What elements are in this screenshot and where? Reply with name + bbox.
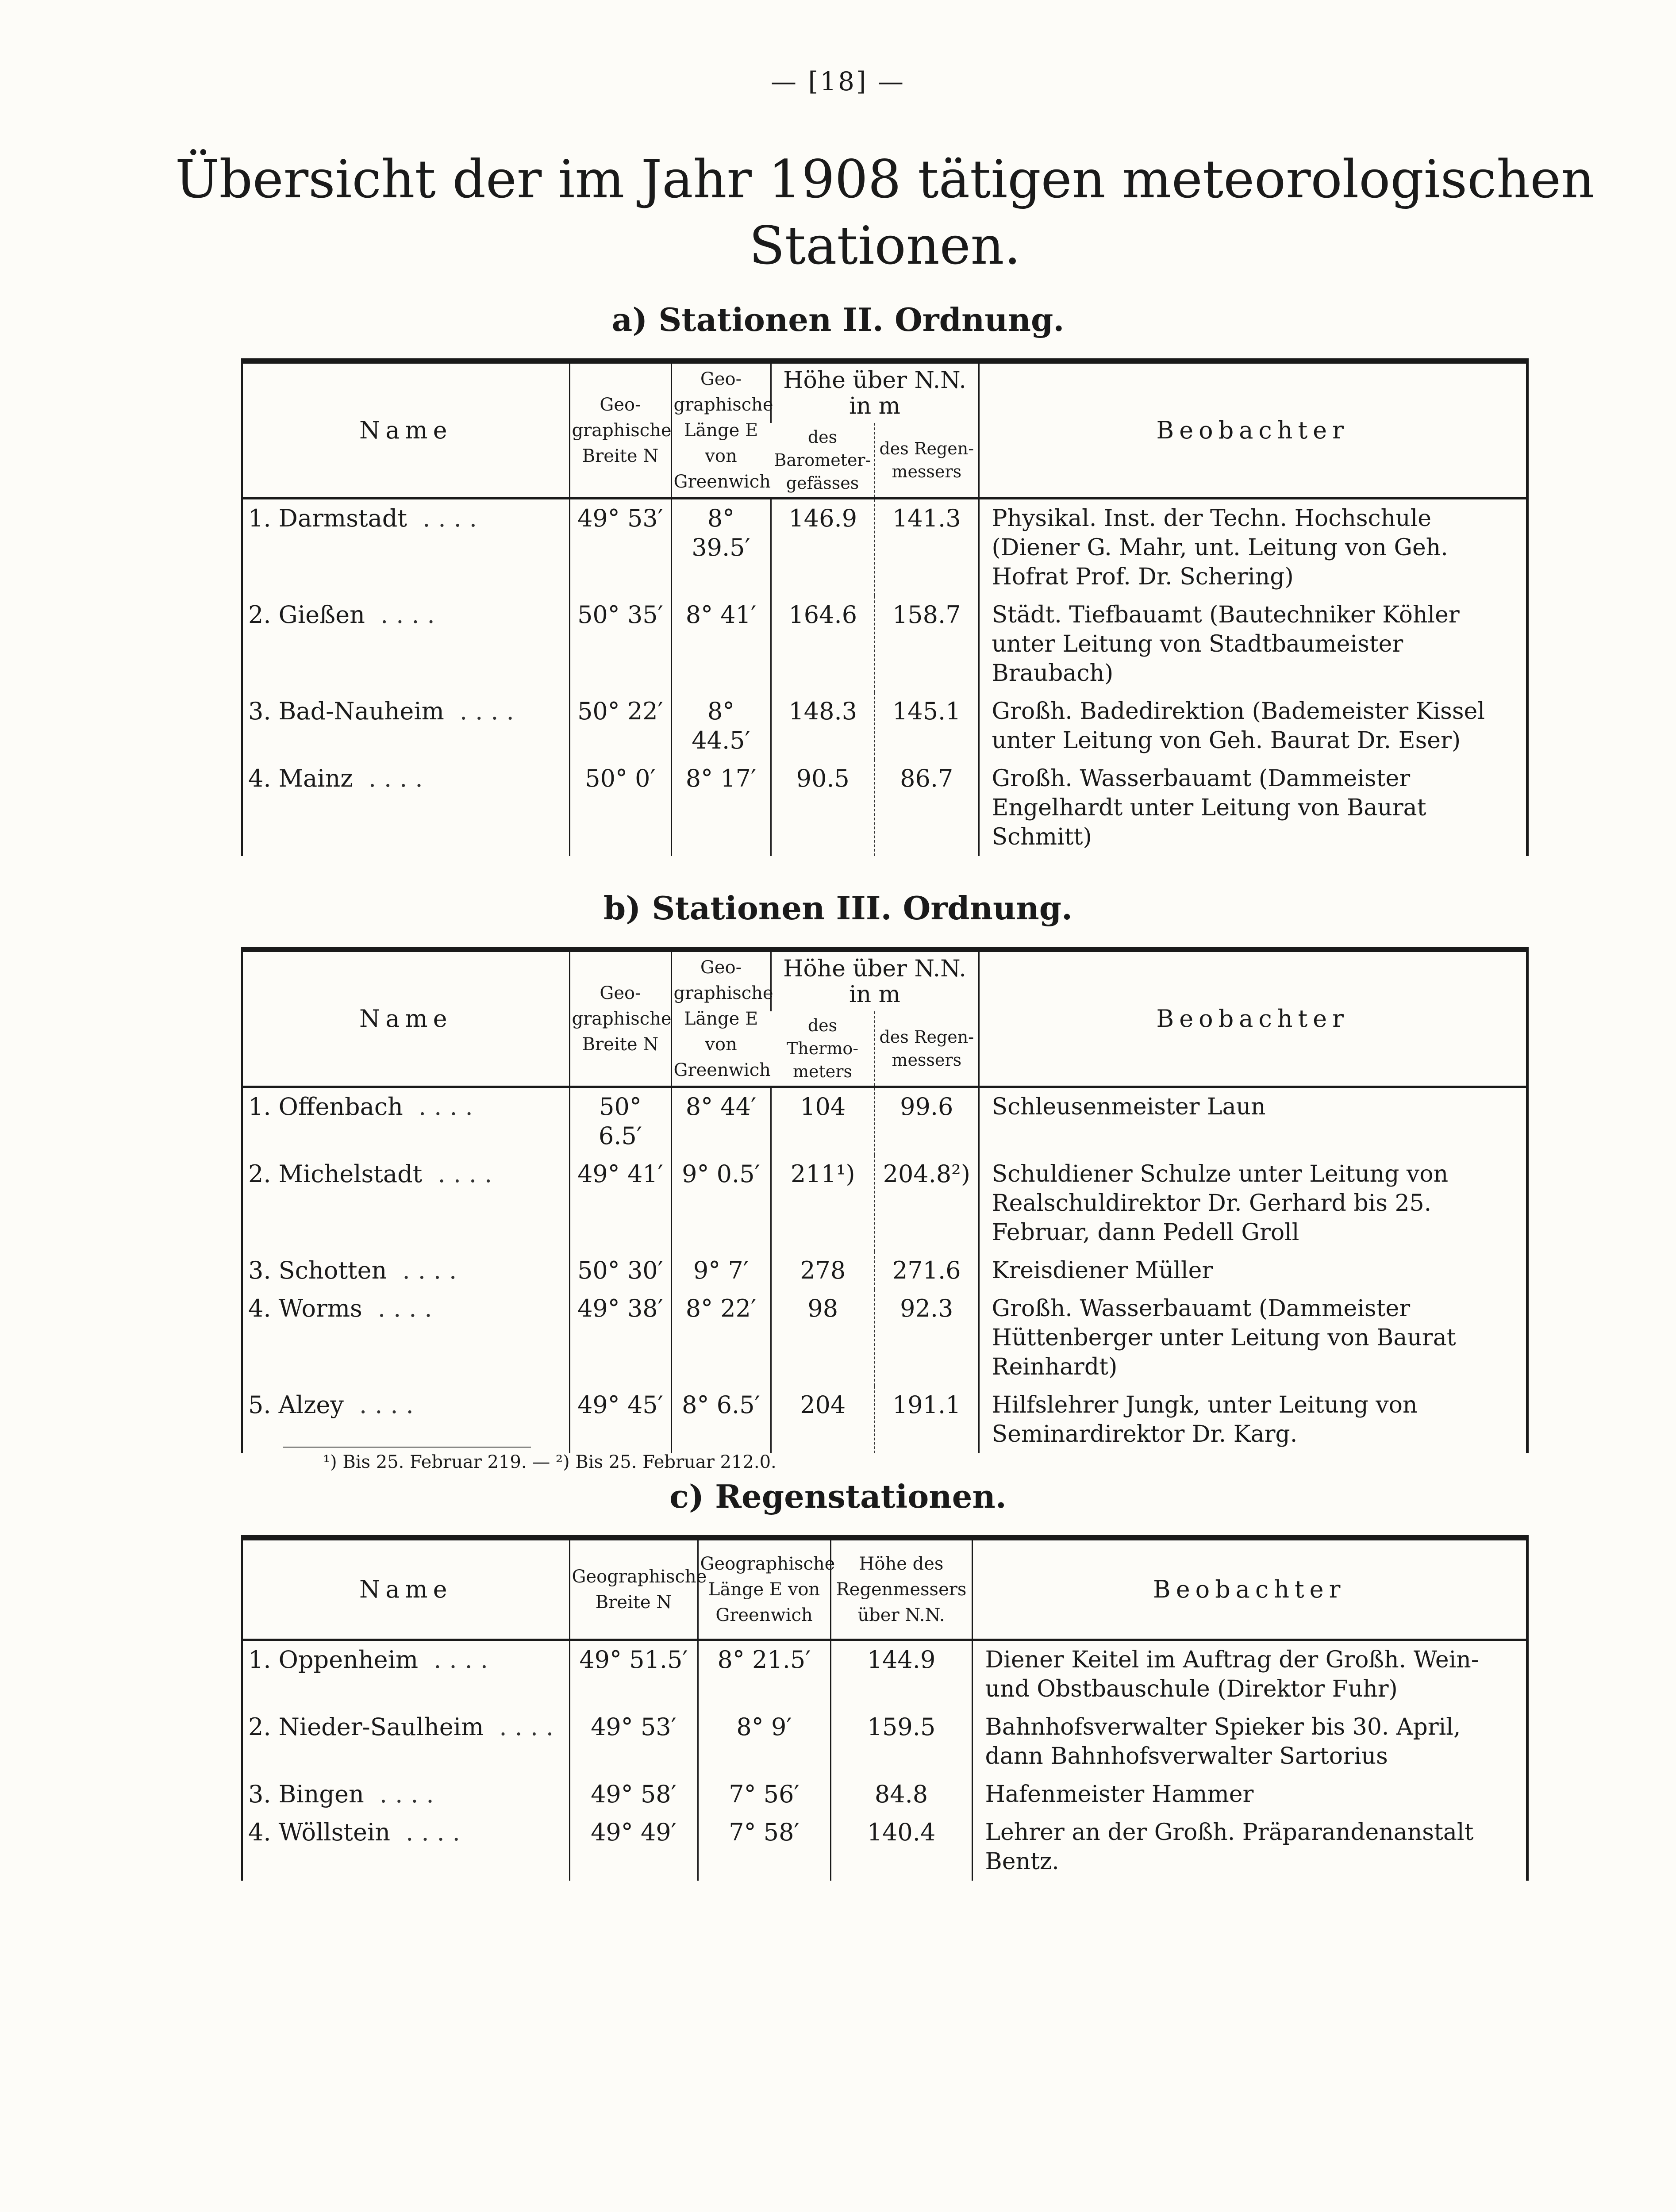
longitude-text: 9° 7′: [693, 1256, 749, 1284]
latitude: [569, 1087, 671, 1156]
barometer-height-text: 164.6: [788, 601, 857, 629]
station-name-text: 2. Gießen: [248, 601, 365, 629]
rain-gauge-height-text: 158.7: [892, 601, 961, 629]
longitude: [671, 1290, 771, 1386]
observer-text: Diener Keitel im Auftrag der Großh. Wein- und Obstbauschule (Direktor Fuhr): [985, 1646, 1479, 1702]
table-row: [242, 1155, 1527, 1252]
table-row: [242, 596, 1527, 692]
station-name: 4. Wöllstein ....: [248, 1818, 468, 1846]
station-name: 1. Oppenheim ....: [248, 1645, 496, 1674]
page-title: [155, 146, 1615, 279]
latitude-text: 49° 38′: [577, 1294, 663, 1322]
observer-text: Hilfslehrer Jungk, unter Leitung von Seminardirektor Dr. Karg.: [992, 1392, 1418, 1448]
table-row: [242, 692, 1527, 760]
barometer-height-text: 148.3: [788, 697, 857, 725]
observer: [972, 1640, 1527, 1708]
rain-gauge-height-text: 271.6: [892, 1256, 961, 1284]
station-name: 2. Michelstadt ....: [248, 1160, 500, 1188]
station-name: 3. Bingen ....: [248, 1780, 442, 1808]
station-name-text: 3. Bingen: [248, 1780, 364, 1808]
longitude-text: 8° 44.5′: [692, 697, 750, 754]
latitude-text: 50° 22′: [577, 697, 663, 725]
longitude: [671, 1252, 771, 1290]
longitude-text: 8° 9′: [736, 1713, 792, 1741]
rain-gauge-height-text: 86.7: [900, 764, 953, 792]
rain-gauge-height: [875, 1155, 979, 1252]
longitude: [671, 499, 771, 596]
observer: [972, 1708, 1527, 1775]
header-rain-gauge: des Regen-messers: [875, 423, 979, 499]
observer: [979, 1087, 1527, 1156]
observer: [979, 1252, 1527, 1290]
table-stations-2nd-order: [241, 358, 1529, 856]
latitude-text: 49° 45′: [577, 1391, 663, 1419]
header-longitude: Geo-graphische Länge E von Greenwich: [671, 949, 771, 1087]
longitude-text: 7° 58′: [729, 1818, 800, 1846]
station-name-text: 4. Mainz: [248, 764, 353, 792]
barometer-height: [771, 499, 875, 596]
thermometer-height: [771, 1087, 875, 1156]
latitude-text: 50° 30′: [577, 1256, 663, 1284]
observer: [979, 1155, 1527, 1252]
latitude: [569, 1640, 698, 1708]
latitude-text: 49° 58′: [591, 1780, 677, 1808]
station-name: 1. Darmstadt ....: [248, 504, 485, 532]
observer: [972, 1813, 1527, 1881]
section-c-title: c) Regenstationen.: [669, 1478, 1007, 1515]
longitude: [671, 1386, 771, 1453]
table-row: [242, 1087, 1527, 1156]
table-row: [242, 1813, 1527, 1881]
table-row: [242, 1290, 1527, 1386]
header-height: Höhe des Regenmessers über N.N.: [830, 1538, 972, 1640]
longitude: [671, 596, 771, 692]
header-observer: Beobachter: [979, 361, 1527, 499]
header-name: Name: [242, 949, 569, 1087]
header-observer: Beobachter: [979, 949, 1527, 1087]
observer: [979, 596, 1527, 692]
footnote-rule: [283, 1447, 531, 1448]
observer-text: Schuldiener Schulze unter Leitung von Realschuldirektor Dr. Gerhard bis 25. Februar, dann Pedell Groll: [992, 1161, 1449, 1246]
thermometer-height-text: 278: [800, 1256, 846, 1284]
title-line-2: Stationen.: [749, 215, 1021, 276]
longitude-text: 8° 22′: [685, 1294, 757, 1322]
barometer-height: [771, 692, 875, 760]
longitude-text: 8° 21.5′: [717, 1645, 811, 1674]
thermometer-height-text: 104: [800, 1093, 846, 1121]
rain-gauge-height: [875, 596, 979, 692]
observer-text: Großh. Badedirektion (Bademeister Kissel unter Leitung von Geh. Baurat Dr. Eser): [992, 698, 1485, 754]
longitude-text: 8° 6.5′: [682, 1391, 760, 1419]
latitude: [569, 1290, 671, 1386]
rain-gauge-height: [830, 1640, 972, 1708]
rows-b: [242, 1087, 1527, 1454]
barometer-height-text: 146.9: [788, 504, 857, 532]
rain-gauge-height: [830, 1775, 972, 1813]
rain-gauge-height-text: 159.5: [867, 1713, 936, 1741]
table-stations-3rd-order: [241, 947, 1529, 1453]
observer-text: Kreisdiener Müller: [992, 1257, 1213, 1284]
station-name: 1. Offenbach ....: [248, 1093, 481, 1121]
header-latitude: Geographische Breite N: [569, 1538, 698, 1640]
observer: [972, 1775, 1527, 1813]
table-row: [242, 1640, 1527, 1708]
rain-gauge-height-text: 140.4: [867, 1818, 936, 1846]
thermometer-height: [771, 1155, 875, 1252]
header-name: Name: [242, 1538, 569, 1640]
header-barometer: des Barometer-gefässes: [771, 423, 875, 499]
longitude-text: 8° 39.5′: [692, 504, 750, 561]
latitude-text: 49° 53′: [577, 504, 663, 532]
latitude-text: 49° 41′: [577, 1160, 663, 1188]
observer-text: Schleusenmeister Laun: [992, 1094, 1266, 1120]
observer-text: Bahnhofsverwalter Spieker bis 30. April, dann Bahnhofsverwalter Sartorius: [985, 1713, 1461, 1770]
rain-gauge-height: [830, 1813, 972, 1881]
header-observer: Beobachter: [972, 1538, 1527, 1640]
station-name-text: 4. Wöllstein: [248, 1818, 390, 1846]
table-row: [242, 1386, 1527, 1453]
longitude-text: 8° 44′: [685, 1093, 757, 1121]
observer: [979, 692, 1527, 760]
thermometer-height-text: 211¹): [790, 1160, 855, 1188]
longitude: [671, 760, 771, 856]
observer-text: Großh. Wasserbauamt (Dammeister Hüttenberger unter Leitung von Baurat Reinhardt): [992, 1295, 1456, 1380]
observer-text: Lehrer an der Großh. Präparandenanstalt Bentz.: [985, 1819, 1474, 1875]
rain-gauge-height-text: 204.8²): [883, 1160, 970, 1188]
latitude-text: 49° 53′: [591, 1713, 677, 1741]
section-a-title: a) Stationen II. Ordnung.: [611, 301, 1065, 338]
station-name-text: 1. Darmstadt: [248, 504, 407, 532]
longitude: [671, 1087, 771, 1156]
header-height: Höhe über N.N. in m: [771, 949, 979, 1011]
table-row: [242, 1708, 1527, 1775]
rain-gauge-height-text: 84.8: [874, 1780, 928, 1808]
observer: [979, 1290, 1527, 1386]
header-longitude: Geo-graphische Länge E von Greenwich: [671, 361, 771, 499]
table-row: [242, 1252, 1527, 1290]
latitude-text: 50° 0′: [585, 764, 656, 792]
station-name-text: 3. Bad-Nauheim: [248, 697, 444, 725]
station-name: 4. Worms ....: [248, 1294, 440, 1322]
header-latitude: Geo-graphische Breite N: [569, 361, 671, 499]
thermometer-height-text: 204: [800, 1391, 846, 1419]
thermometer-height: [771, 1386, 875, 1453]
thermometer-height-text: 98: [807, 1294, 838, 1322]
rows-c: [242, 1640, 1527, 1881]
longitude: [671, 1155, 771, 1252]
rows-a: [242, 499, 1527, 856]
rain-gauge-height: [830, 1708, 972, 1775]
rain-gauge-height-text: 145.1: [892, 697, 961, 725]
latitude-text: 49° 51.5′: [579, 1645, 688, 1674]
observer-text: Großh. Wasserbauamt (Dammeister Engelhardt unter Leitung von Baurat Schmitt): [992, 765, 1426, 850]
title-line-1: Übersicht der im Jahr 1908 tätigen meteorologischen: [175, 149, 1595, 210]
station-name: 3. Schotten ....: [248, 1256, 465, 1284]
barometer-height-text: 90.5: [796, 764, 850, 792]
latitude: [569, 499, 671, 596]
latitude: [569, 1708, 698, 1775]
rain-gauge-height: [875, 1252, 979, 1290]
station-name-text: 1. Oppenheim: [248, 1645, 419, 1674]
latitude: [569, 1775, 698, 1813]
rain-gauge-height: [875, 760, 979, 856]
section-b-title: b) Stationen III. Ordnung.: [603, 889, 1073, 927]
table-row: [242, 760, 1527, 856]
longitude-text: 8° 17′: [685, 764, 757, 792]
header-longitude: Geographische Länge E von Greenwich: [698, 1538, 830, 1640]
table-row: [242, 1775, 1527, 1813]
station-name-text: 2. Michelstadt: [248, 1160, 423, 1188]
rain-gauge-height-text: 191.1: [892, 1391, 961, 1419]
station-name-text: 3. Schotten: [248, 1256, 387, 1284]
rain-gauge-height: [875, 692, 979, 760]
station-name-text: 4. Worms: [248, 1294, 362, 1322]
observer: [979, 760, 1527, 856]
barometer-height: [771, 760, 875, 856]
station-name: 2. Nieder-Saulheim ....: [248, 1713, 562, 1741]
latitude-text: 50° 35′: [577, 601, 663, 629]
station-name-text: 2. Nieder-Saulheim: [248, 1713, 484, 1741]
observer: [979, 499, 1527, 596]
station-name-text: 5. Alzey: [248, 1391, 344, 1419]
rain-gauge-height: [875, 1290, 979, 1386]
barometer-height: [771, 596, 875, 692]
table-row: [242, 499, 1527, 596]
page-number: — [18] —: [771, 66, 905, 96]
table-rain-stations: [241, 1535, 1529, 1881]
latitude: [569, 760, 671, 856]
longitude: [698, 1640, 830, 1708]
rain-gauge-height-text: 144.9: [867, 1645, 936, 1674]
header-name: Name: [242, 361, 569, 499]
observer-text: Hafenmeister Hammer: [985, 1781, 1254, 1808]
footnote: ¹) Bis 25. Februar 219. — ²) Bis 25. Februar 212.0.: [323, 1452, 776, 1472]
header-thermometer: des Thermo-meters: [771, 1011, 875, 1087]
longitude-text: 8° 41′: [685, 601, 757, 629]
longitude-text: 7° 56′: [729, 1780, 800, 1808]
rain-gauge-height-text: 141.3: [892, 504, 961, 532]
station-name: 3. Bad-Nauheim ....: [248, 697, 522, 725]
longitude: [671, 692, 771, 760]
station-name: 2. Gießen ....: [248, 601, 443, 629]
station-name-text: 1. Offenbach: [248, 1093, 403, 1121]
longitude: [698, 1813, 830, 1881]
rain-gauge-height: [875, 1087, 979, 1156]
observer-text: Städt. Tiefbauamt (Bautechniker Köhler unter Leitung von Stadtbaumeister Braubach): [992, 602, 1460, 687]
header-latitude: Geo-graphische Breite N: [569, 949, 671, 1087]
longitude: [698, 1708, 830, 1775]
rain-gauge-height-text: 99.6: [900, 1093, 953, 1121]
observer: [979, 1386, 1527, 1453]
station-name: 5. Alzey ....: [248, 1391, 422, 1419]
latitude-text: 50° 6.5′: [598, 1093, 642, 1150]
thermometer-height: [771, 1290, 875, 1386]
latitude: [569, 1813, 698, 1881]
station-name: 4. Mainz ....: [248, 764, 431, 792]
rain-gauge-height: [875, 499, 979, 596]
latitude: [569, 596, 671, 692]
rain-gauge-height: [875, 1386, 979, 1453]
thermometer-height: [771, 1252, 875, 1290]
header-height: Höhe über N.N. in m: [771, 361, 979, 423]
latitude: [569, 1252, 671, 1290]
header-rain-gauge: des Regen-messers: [875, 1011, 979, 1087]
observer-text: Physikal. Inst. der Techn. Hochschule (Diener G. Mahr, unt. Leitung von Geh. Hofrat Prof. Dr. Schering): [992, 505, 1448, 590]
longitude-text: 9° 0.5′: [682, 1160, 760, 1188]
latitude: [569, 1155, 671, 1252]
latitude: [569, 1386, 671, 1453]
latitude-text: 49° 49′: [591, 1818, 677, 1846]
latitude: [569, 692, 671, 760]
longitude: [698, 1775, 830, 1813]
rain-gauge-height-text: 92.3: [900, 1294, 953, 1322]
